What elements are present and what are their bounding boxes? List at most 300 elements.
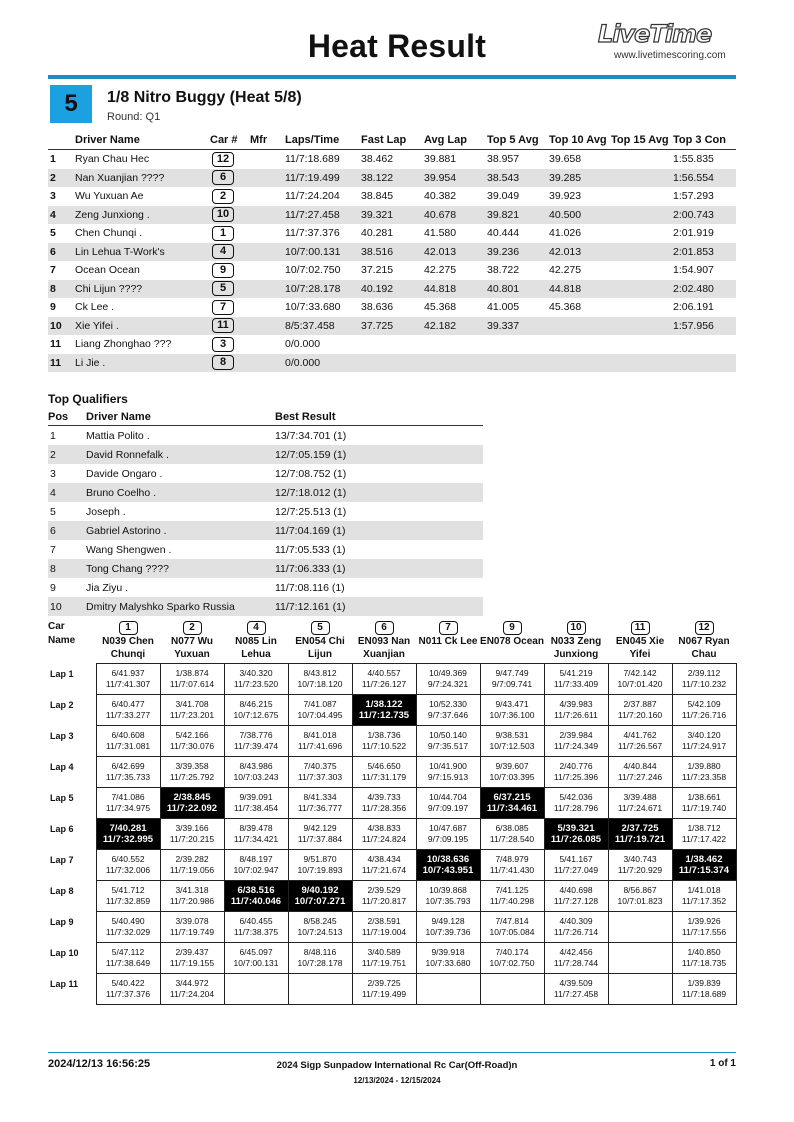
lap-cell [96, 726, 160, 757]
result-avg-lap: 40.382 [424, 190, 457, 203]
driver-header-line2: Junxiong [553, 649, 599, 660]
result-laps-time: 10/7:02.750 [285, 264, 341, 277]
result-driver: Ocean Ocean [75, 264, 140, 277]
result-top3-con: 1:54.907 [673, 264, 714, 277]
lap-position-time: 1/38.874 [175, 668, 209, 678]
lap-cumulative: 11/7:30.076 [169, 741, 215, 751]
lap-cell [224, 881, 288, 912]
result-top3-con: 1:55.835 [673, 153, 714, 166]
lap-cumulative: 10/7:18.120 [297, 679, 343, 689]
lap-position-time: 9/40.192 [301, 885, 339, 896]
lap-cumulative: 11/7:39.474 [233, 741, 279, 751]
result-mfr [250, 243, 285, 262]
result-top5-avg: 39.337 [487, 317, 549, 336]
lap-cell [544, 974, 608, 1005]
result-pos: 11 [50, 338, 62, 351]
qualifier-best: 13/7:34.701 (1) [275, 429, 347, 442]
result-fast-lap: 38.516 [361, 243, 424, 262]
col-avg-lap: Avg Lap [424, 131, 487, 150]
car-number-badge: 7 [212, 300, 234, 315]
result-avg-lap: 44.818 [424, 280, 487, 299]
lap-cumulative: 9/7:15.913 [427, 772, 469, 782]
result-mfr [250, 354, 285, 373]
lap-cumulative: 11/7:19.004 [361, 927, 407, 937]
lap-position-time: 6/40.477 [111, 699, 145, 709]
lap-position-time: 5/41.712 [111, 885, 145, 895]
lap-position-time: 2/38.591 [367, 916, 401, 926]
lap-cell [672, 664, 736, 695]
lap-position-time: 2/39.529 [367, 885, 401, 895]
lap-cumulative: 11/7:41.307 [105, 679, 151, 689]
lap-cell [672, 726, 736, 757]
lap-position-time: 6/38.516 [237, 885, 275, 896]
lap-cumulative: 11/7:37.884 [297, 834, 343, 844]
lap-cumulative: 11/7:24.204 [169, 989, 215, 999]
lap-cell [608, 974, 672, 1005]
qualifier-driver: Gabriel Astorino . [86, 521, 275, 540]
qualifier-driver: Joseph . [86, 505, 126, 518]
lap-position-time: 6/40.552 [111, 854, 145, 864]
lap-position-time: 9/51.870 [303, 854, 337, 864]
lap-position-time: 10/44.704 [429, 792, 467, 802]
qualifier-row [48, 597, 483, 616]
result-top3-con: 1:56.554 [673, 169, 736, 188]
result-top3-con: 2:02.480 [673, 280, 736, 299]
col-driver-name: Driver Name [75, 131, 210, 150]
lap-label: Lap 1 [50, 668, 74, 679]
lap-position-time: 8/56.867 [623, 885, 657, 895]
result-top5-avg [487, 354, 549, 373]
lap-cumulative: 11/7:28.540 [489, 834, 535, 844]
result-driver: Lin Lehua T-Work's [75, 243, 210, 262]
result-top15-avg [611, 224, 673, 243]
lap-position-time: 9/39.607 [495, 761, 529, 771]
lap-chart-driver-header [544, 635, 608, 664]
lap-row [48, 788, 736, 819]
lap-cell [160, 757, 224, 788]
lap-position-time: 9/43.471 [495, 699, 529, 709]
footer-event-name: 2024 Sigp Sunpadow International Rc Car(Off-Road)n [276, 1060, 518, 1071]
result-car [210, 261, 250, 280]
lap-position-time: 5/39.321 [557, 823, 595, 834]
qualifier-row [48, 540, 483, 559]
lap-cell [224, 850, 288, 881]
result-fast-lap: 38.122 [361, 169, 424, 188]
lap-cell [672, 974, 736, 1005]
driver-header-line1: N067 Ryan [678, 636, 730, 647]
lap-cell [96, 695, 160, 726]
qualifier-best: 12/7:18.012 (1) [275, 483, 483, 502]
footer-divider [48, 1052, 736, 1053]
lap-cell [544, 757, 608, 788]
lap-cell [544, 695, 608, 726]
lap-cell [352, 912, 416, 943]
lap-chart-car-cell [416, 621, 480, 635]
result-mfr [250, 280, 285, 299]
lap-position-time: 9/39.091 [239, 792, 273, 802]
lap-cell [160, 850, 224, 881]
lap-position-time: 8/41.334 [303, 792, 337, 802]
lap-cell [672, 819, 736, 850]
qualifier-best: 11/7:06.333 (1) [275, 559, 483, 578]
lap-cell [224, 695, 288, 726]
lap-cell [416, 912, 480, 943]
lap-cell [96, 664, 160, 695]
lap-cell [96, 943, 160, 974]
lap-cell [416, 943, 480, 974]
lap-chart-car-cell [480, 621, 544, 635]
result-avg-lap: 42.182 [424, 317, 487, 336]
result-car [210, 224, 250, 243]
result-top15-avg [611, 243, 673, 262]
result-laps-time: 10/7:00.131 [285, 243, 361, 262]
lap-cumulative: 11/7:19.056 [169, 865, 215, 875]
lap-cell [160, 974, 224, 1005]
lap-chart-driver-header [288, 635, 352, 664]
result-pos: 10 [48, 317, 75, 336]
lap-position-time: 1/41.018 [687, 885, 721, 895]
lap-position-time: 7/40.174 [495, 947, 529, 957]
lap-position-time: 10/38.636 [426, 854, 470, 865]
result-laps-time: 0/0.000 [285, 338, 321, 351]
lap-chart-car-cell [224, 621, 288, 635]
lap-position-time: 4/38.833 [367, 823, 401, 833]
car-number-badge: 9 [503, 621, 522, 635]
lap-chart-car-label: Car [48, 621, 65, 632]
result-mfr [250, 317, 285, 336]
lap-cumulative: 11/7:19.751 [361, 958, 407, 968]
col-top3-con: Top 3 Con [673, 131, 736, 150]
result-row [48, 224, 736, 243]
car-number-badge: 9 [212, 263, 234, 278]
qualifier-pos: 1 [50, 429, 56, 442]
lap-cell [96, 757, 160, 788]
lap-position-time: 9/39.918 [431, 947, 465, 957]
result-mfr [250, 335, 285, 354]
result-top10-avg: 44.818 [549, 280, 611, 299]
lap-cumulative: 11/7:40.298 [489, 896, 535, 906]
lap-position-time: 6/45.097 [239, 947, 273, 957]
lap-position-time: 8/46.215 [239, 699, 273, 709]
lap-position-time: 8/41.018 [303, 730, 337, 740]
lap-cell [224, 974, 288, 1005]
lap-position-time: 7/40.281 [109, 823, 147, 834]
result-top3-con [673, 335, 736, 354]
qualifier-best: 11/7:05.533 (1) [275, 543, 346, 556]
lap-chart-name-row [48, 635, 736, 664]
car-number-badge: 10 [567, 621, 586, 635]
lap-cumulative: 10/7:05.084 [489, 927, 535, 937]
lap-cumulative: 10/7:02.750 [489, 958, 535, 968]
result-avg-lap: 39.954 [424, 169, 487, 188]
lap-cumulative: 11/7:19.740 [681, 803, 727, 813]
lap-position-time: 10/49.369 [429, 668, 467, 678]
car-number-badge: 11 [631, 621, 650, 635]
lap-cumulative: 11/7:24.349 [553, 741, 599, 751]
result-laps-time: 10/7:28.178 [285, 280, 361, 299]
lap-cumulative: 11/7:34.975 [105, 803, 151, 813]
lap-position-time: 1/39.880 [687, 761, 721, 771]
lap-cell [544, 912, 608, 943]
lap-position-time: 6/38.085 [495, 823, 529, 833]
lap-position-time: 2/39.437 [175, 947, 209, 957]
result-top5-avg: 38.543 [487, 169, 549, 188]
result-fast-lap: 38.845 [361, 190, 394, 203]
driver-header-line1: EN045 Xie [615, 636, 665, 647]
lap-cumulative: 11/7:19.155 [169, 958, 215, 968]
lap-cell [416, 850, 480, 881]
result-top15-avg [611, 317, 673, 336]
lap-position-time: 3/39.358 [175, 761, 209, 771]
lap-cell [672, 695, 736, 726]
lap-cumulative: 11/7:19.749 [169, 927, 215, 937]
result-avg-lap: 40.678 [424, 206, 487, 225]
car-number-badge: 5 [212, 281, 234, 296]
lap-cell [288, 819, 352, 850]
lap-cumulative: 10/7:01.823 [617, 896, 663, 906]
lap-position-time: 9/47.749 [495, 668, 529, 678]
lap-cumulative: 10/7:39.736 [425, 927, 471, 937]
livetime-logo [598, 20, 738, 46]
lap-chart-driver-header [224, 635, 288, 664]
lap-position-time: 4/40.557 [367, 668, 401, 678]
lap-cell [288, 695, 352, 726]
lap-cell [288, 881, 352, 912]
lap-cell [96, 974, 160, 1005]
lap-position-time: 6/37.215 [493, 792, 531, 803]
result-row [48, 187, 736, 206]
qualifier-best: 11/7:12.161 (1) [275, 597, 483, 616]
qualifier-driver: Tong Chang ???? [86, 559, 275, 578]
lap-cumulative: 11/7:24.917 [681, 741, 727, 751]
driver-header-line1: N085 Lin [235, 636, 277, 647]
lap-cell [96, 819, 160, 850]
lap-position-time: 5/40.490 [111, 916, 145, 926]
lap-cell [480, 788, 544, 819]
lap-cell [352, 974, 416, 1005]
result-car [210, 169, 250, 188]
lap-position-time: 2/39.112 [687, 668, 721, 678]
results-table [48, 131, 736, 372]
lap-cumulative: 9/7:09.197 [427, 803, 469, 813]
result-car [210, 335, 250, 354]
lap-cell [224, 819, 288, 850]
lap-cell [544, 850, 608, 881]
lap-cell [288, 974, 352, 1005]
lap-cell [160, 695, 224, 726]
lap-cell [608, 695, 672, 726]
driver-header-line1: N033 Zeng [550, 636, 602, 647]
lap-cumulative: 11/7:37.303 [297, 772, 343, 782]
lap-chart-driver-header [352, 635, 416, 664]
lap-cell [416, 788, 480, 819]
lap-cumulative: 10/7:43.951 [422, 865, 474, 876]
lap-cumulative: 11/7:12.735 [358, 710, 410, 721]
lap-cell [416, 757, 480, 788]
top-qualifiers-title: Top Qualifiers [48, 392, 128, 406]
qualifier-row [48, 521, 483, 540]
result-mfr [250, 169, 285, 188]
result-row [48, 298, 736, 317]
lap-position-time: 3/44.972 [175, 978, 209, 988]
lap-row [48, 943, 736, 974]
lap-chart-name-label: Name [48, 635, 76, 646]
lap-cell [96, 850, 160, 881]
lap-cumulative: 10/7:35.793 [425, 896, 471, 906]
result-top5-avg: 40.444 [487, 227, 520, 240]
lap-cumulative: 11/7:26.085 [550, 834, 602, 845]
driver-header-line2: Chau [691, 649, 717, 660]
lap-cell [480, 664, 544, 695]
lap-cumulative: 11/7:15.374 [678, 865, 730, 876]
lap-position-time: 7/41.087 [303, 699, 337, 709]
lap-cumulative: 10/7:04.495 [297, 710, 343, 720]
lap-chart-car-cell [288, 621, 352, 635]
lap-cell [288, 788, 352, 819]
lap-cumulative: 10/7:03.243 [233, 772, 279, 782]
top-qualifiers-table [48, 408, 483, 616]
qualifier-row [48, 483, 483, 502]
lap-position-time: 5/41.167 [559, 854, 593, 864]
lap-chart-car-cell [672, 621, 736, 635]
lap-cumulative: 9/7:35.517 [427, 741, 469, 751]
lap-label: Lap 7 [50, 854, 74, 865]
lap-cumulative: 11/7:22.092 [166, 803, 218, 814]
lap-cumulative: 10/7:00.131 [233, 958, 279, 968]
result-avg-lap: 42.013 [424, 243, 487, 262]
round-label: Round: Q1 [107, 111, 161, 123]
lap-cumulative: 11/7:18.689 [681, 989, 727, 999]
lap-cell [480, 881, 544, 912]
lap-position-time: 1/38.661 [687, 792, 721, 802]
lap-cumulative: 10/7:36.100 [489, 710, 535, 720]
lap-cumulative: 11/7:26.611 [554, 710, 598, 720]
result-row [48, 317, 736, 336]
lap-cell [352, 695, 416, 726]
car-number-badge: 2 [183, 621, 202, 635]
result-row [48, 150, 736, 169]
lap-cell [160, 726, 224, 757]
lap-cell [672, 943, 736, 974]
lap-position-time: 2/37.887 [623, 699, 657, 709]
lap-cell [416, 819, 480, 850]
lap-cumulative: 11/7:28.796 [553, 803, 599, 813]
lap-cumulative: 11/7:20.160 [617, 710, 663, 720]
lap-position-time: 7/42.142 [623, 668, 657, 678]
lap-cell [224, 757, 288, 788]
result-top10-avg [549, 317, 611, 336]
lap-cell [352, 943, 416, 974]
result-top10-avg: 42.275 [549, 264, 582, 277]
tq-col-best: Best Result [275, 408, 483, 426]
lap-row [48, 912, 736, 943]
result-fast-lap: 38.636 [361, 301, 394, 314]
car-number-badge: 2 [212, 189, 234, 204]
result-car [210, 150, 250, 169]
result-top10-avg: 39.285 [549, 169, 611, 188]
result-top10-avg [549, 354, 611, 373]
qualifier-pos: 6 [48, 521, 86, 540]
lap-row [48, 850, 736, 881]
result-laps-time: 11/7:27.458 [285, 206, 361, 225]
lap-cumulative: 10/7:19.893 [297, 865, 343, 875]
car-number-badge: 12 [695, 621, 714, 635]
col-pos [48, 131, 75, 150]
result-driver: Xie Yifei . [75, 317, 210, 336]
qualifier-row [48, 559, 483, 578]
lap-cell [544, 664, 608, 695]
heat-title: 1/8 Nitro Buggy (Heat 5/8) [107, 89, 302, 106]
driver-header-line1: EN054 Chi [295, 636, 345, 647]
car-number-badge: 3 [212, 337, 234, 352]
qualifier-pos: 9 [50, 581, 56, 594]
lap-cumulative: 11/7:38.649 [105, 958, 151, 968]
result-top3-con: 1:57.293 [673, 190, 714, 203]
lap-cumulative: 11/7:32.995 [102, 834, 154, 845]
result-pos: 11 [48, 354, 75, 373]
lap-cell [480, 695, 544, 726]
lap-position-time: 4/39.733 [367, 792, 401, 802]
result-car [210, 243, 250, 262]
lap-cell [672, 757, 736, 788]
lap-cumulative: 11/7:38.375 [233, 927, 279, 937]
result-driver: Wu Yuxuan Ae [75, 190, 144, 203]
result-driver: Chen Chunqi . [75, 227, 143, 240]
result-driver: Ryan Chau Hec [75, 153, 150, 166]
lap-cumulative: 11/7:35.733 [105, 772, 151, 782]
result-fast-lap: 40.281 [361, 227, 394, 240]
lap-cumulative: 10/7:12.675 [233, 710, 279, 720]
lap-chart-car-cell [352, 621, 416, 635]
lap-cell [608, 757, 672, 788]
result-laps-time: 11/7:24.204 [285, 190, 340, 203]
lap-position-time: 3/40.120 [687, 730, 721, 740]
lap-cumulative: 11/7:33.409 [553, 679, 599, 689]
result-mfr [250, 187, 285, 206]
lap-position-time: 7/41.086 [111, 792, 145, 802]
qualifier-row [48, 445, 483, 464]
qualifier-pos: 4 [48, 483, 86, 502]
lap-cell [160, 943, 224, 974]
lap-cumulative: 10/7:07.271 [294, 896, 346, 907]
lap-cumulative: 11/7:41.696 [297, 741, 343, 751]
lap-cell [480, 943, 544, 974]
lap-cell [288, 757, 352, 788]
lap-cell [160, 819, 224, 850]
car-number-badge: 6 [212, 170, 234, 185]
result-fast-lap: 37.725 [361, 317, 424, 336]
lap-position-time: 2/38.845 [173, 792, 211, 803]
tq-col-driver: Driver Name [86, 408, 275, 426]
lap-position-time: 5/42.166 [175, 730, 209, 740]
lap-position-time: 2/37.725 [621, 823, 659, 834]
lap-position-time: 6/40.608 [111, 730, 145, 740]
lap-cell [352, 664, 416, 695]
result-fast-lap: 39.321 [361, 206, 424, 225]
lap-chart-driver-header [416, 635, 480, 664]
lap-cell [480, 912, 544, 943]
lap-position-time: 4/40.309 [559, 916, 593, 926]
lap-cell [608, 726, 672, 757]
result-top5-avg: 40.801 [487, 280, 549, 299]
lap-chart-car-cell [96, 621, 160, 635]
lap-position-time: 8/58.245 [303, 916, 337, 926]
lap-position-time: 4/39.509 [559, 978, 593, 988]
lap-cell [160, 912, 224, 943]
lap-cell [288, 912, 352, 943]
result-top3-con: 2:01.853 [673, 243, 736, 262]
lap-cell [672, 881, 736, 912]
